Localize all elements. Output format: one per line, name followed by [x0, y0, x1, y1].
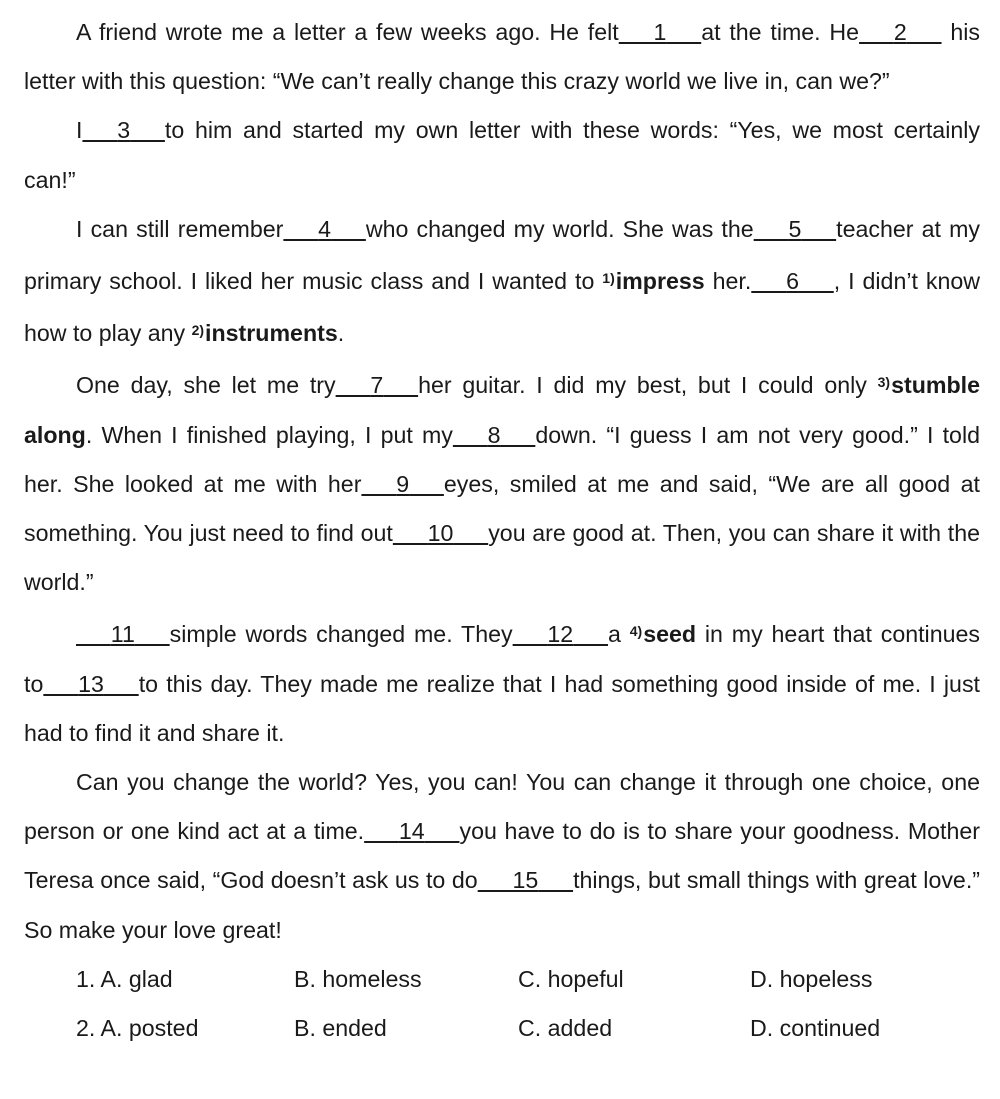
- paragraph: [24, 106, 980, 204]
- option-a[interactable]: 1. A. glad: [76, 965, 173, 992]
- passage-text: down. “I guess I am not very good.” I told her. She looked at me with her: [24, 421, 980, 497]
- glossary-marker: 1): [602, 270, 615, 287]
- passage-text: her guitar. I did my best, but I could only: [418, 372, 878, 399]
- passage-text: in my heart that continues to: [24, 621, 980, 697]
- glossary-term: [630, 621, 696, 647]
- blank-number: 3: [117, 117, 131, 144]
- question-row: [24, 955, 980, 1004]
- blank-number: 8: [487, 421, 501, 448]
- option-b[interactable]: B. homeless: [294, 965, 422, 992]
- blank-number: 1: [653, 19, 667, 45]
- blank-3[interactable]: [82, 106, 164, 155]
- blank-number: 5: [788, 215, 802, 242]
- blank-number: 9: [396, 470, 410, 497]
- option-d[interactable]: D. hopeless: [750, 965, 873, 992]
- passage-text: A friend wrote me a letter a few weeks ago. He felt: [76, 19, 619, 45]
- blank-7[interactable]: [336, 361, 418, 410]
- passage-text: you have to do is to share your goodness. Mother Teresa once said, “God doesn’t ask us to do: [24, 818, 980, 894]
- paragraph: [24, 358, 980, 607]
- option-b[interactable]: B. ended: [294, 1014, 387, 1041]
- glossary-marker: 2): [191, 322, 205, 339]
- blank-1[interactable]: [619, 8, 701, 57]
- blank-number: 7: [370, 372, 384, 399]
- glossary-word: impress: [615, 268, 705, 295]
- blank-10[interactable]: [393, 509, 488, 558]
- option-d[interactable]: D. continued: [750, 1014, 881, 1041]
- paragraph: [24, 205, 980, 359]
- glossary-word: instruments: [205, 320, 338, 347]
- blank-8[interactable]: [453, 411, 535, 460]
- passage-text: to this day. They made me realize that I had something good inside of me. I just had to find it and share it.: [24, 670, 980, 746]
- blank-number: 4: [318, 215, 332, 242]
- passage-text: , I didn’t know how to play any: [24, 268, 980, 347]
- blank-9[interactable]: [361, 460, 443, 509]
- passage-text: her.: [704, 268, 752, 295]
- option-a[interactable]: 2. A. posted: [76, 1014, 199, 1041]
- passage-text: at the time. He: [701, 19, 860, 45]
- blank-11[interactable]: [76, 610, 170, 659]
- blank-6[interactable]: [751, 257, 833, 306]
- blank-14[interactable]: [364, 807, 459, 856]
- glossary-term: [192, 320, 338, 346]
- glossary-marker: 4): [629, 623, 643, 640]
- passage-text: a: [607, 621, 630, 648]
- blank-5[interactable]: [754, 205, 836, 254]
- blank-number: 11: [110, 621, 135, 648]
- passage-text: to him and started my own letter with these words: “Yes, we most certainly can!”: [24, 117, 980, 193]
- paragraph: [24, 607, 980, 758]
- passage-text: who changed my world. She was the: [365, 215, 754, 242]
- passage-text: eyes, smiled at me and said, “We are all good at something. You just need to find out: [24, 470, 981, 547]
- question-row: [24, 1004, 980, 1053]
- passage-text: simple words changed me. They: [169, 621, 513, 648]
- passage-text: his letter with this question: “We can’t really change this crazy world we live in, can we?”: [24, 19, 980, 95]
- glossary-marker: 3): [877, 374, 891, 391]
- blank-13[interactable]: [43, 660, 138, 709]
- passage-body: [24, 8, 980, 955]
- blank-4[interactable]: [283, 205, 365, 254]
- blank-number: 2: [893, 19, 907, 45]
- blank-number: 6: [786, 268, 799, 295]
- blank-number: 14: [398, 818, 425, 845]
- blank-12[interactable]: [513, 610, 608, 659]
- glossary-word: stumble along: [24, 372, 980, 448]
- glossary-term: [602, 268, 704, 294]
- passage-text: .: [337, 320, 345, 347]
- option-c[interactable]: C. hopeful: [518, 965, 624, 992]
- paragraph: [24, 758, 980, 955]
- blank-number: 13: [78, 670, 104, 697]
- blank-15[interactable]: [478, 856, 573, 905]
- blank-number: 10: [427, 520, 454, 547]
- passage-text: I can still remember: [76, 215, 284, 242]
- answer-options: [24, 955, 980, 1053]
- passage-text: . When I finished playing, I put my: [85, 421, 453, 448]
- glossary-word: seed: [643, 621, 697, 648]
- blank-number: 12: [547, 621, 574, 648]
- option-c[interactable]: C. added: [518, 1014, 613, 1041]
- passage-text: teacher at my primary school. I liked her music class and I wanted to: [24, 215, 980, 295]
- passage-text: you are good at. Then, you can share it with the world.”: [24, 520, 980, 596]
- blank-2[interactable]: [859, 8, 941, 57]
- passage-text: I: [76, 117, 83, 144]
- passage-text: things, but small things with great love.” So make your love great!: [24, 867, 980, 943]
- passage-text: One day, she let me try: [76, 372, 336, 399]
- paragraph: [24, 8, 980, 106]
- passage-text: Can you change the world? Yes, you can! You can change it through one choice, one person or one kind act at a time.: [24, 769, 980, 845]
- blank-number: 15: [512, 867, 539, 894]
